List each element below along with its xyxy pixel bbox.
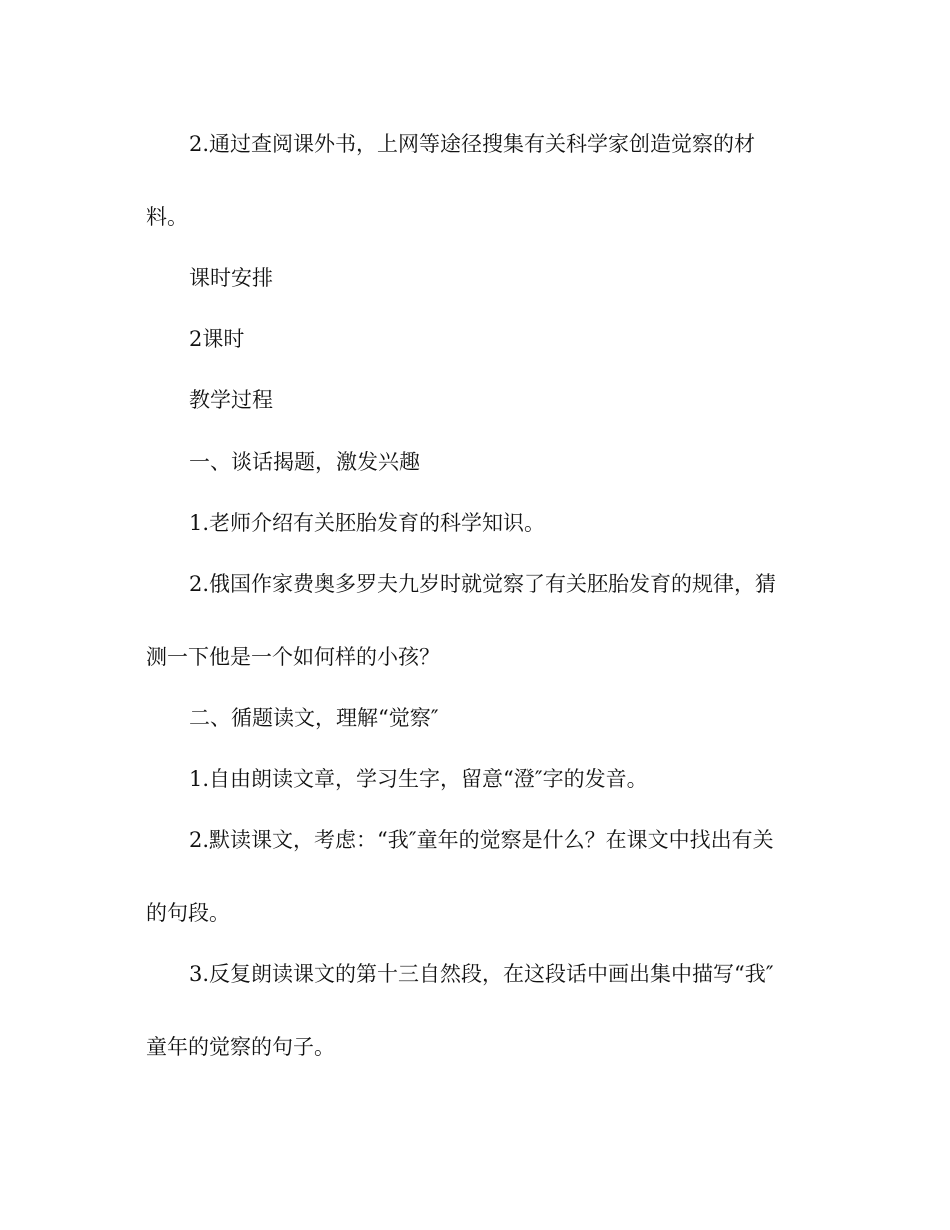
section-heading: 教学过程 — [189, 388, 273, 412]
list-item: 1.自由朗读文章，学习生字，留意“澄″字的发音。 — [189, 767, 648, 791]
list-item: 2.俄国作家费奥多罗夫九岁时就觉察了有关胚胎发育的规律，猜 — [189, 572, 777, 596]
paragraph-line: 2.通过查阅课外书，上网等途径搜集有关科学家创造觉察的材 — [189, 132, 756, 156]
paragraph-line: 的句段。 — [146, 901, 230, 925]
section-heading: 一、谈话揭题，激发兴趣 — [189, 450, 420, 474]
paragraph-line: 测一下他是一个如何样的小孩？ — [146, 645, 440, 669]
list-item: 2.默读课文，考虑：“我″童年的觉察是什么？在课文中找出有关 — [189, 828, 774, 852]
section-heading: 课时安排 — [189, 266, 273, 290]
list-item: 1.老师介绍有关胚胎发育的科学知识。 — [189, 511, 546, 535]
section-heading: 二、循题读文，理解“觉察″ — [189, 706, 439, 730]
paragraph-line: 料。 — [146, 205, 188, 229]
paragraph-line: 2课时 — [189, 327, 245, 351]
paragraph-line: 童年的觉察的句子。 — [146, 1035, 335, 1059]
list-item: 3.反复朗读课文的第十三自然段，在这段话中画出集中描写“我″ — [189, 962, 774, 986]
